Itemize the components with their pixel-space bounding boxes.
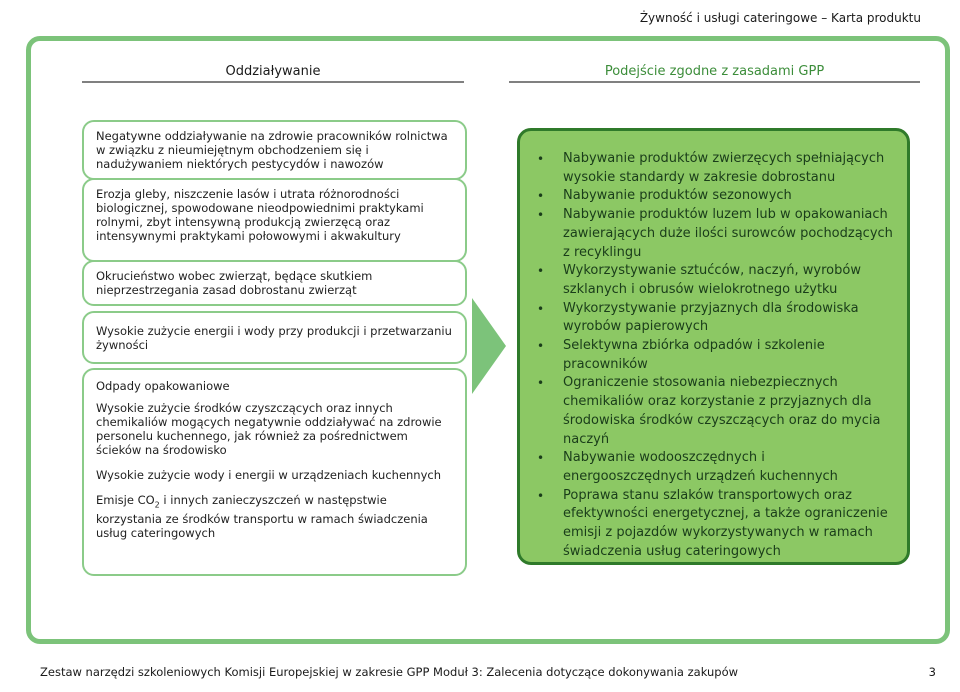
bullet-icon: • [537, 339, 545, 354]
bullet-icon: • [537, 189, 545, 204]
page-footer [40, 665, 936, 679]
list-item: • Selektywna zbiórka odpadów i szkolenie pracowników [537, 338, 825, 372]
impact-text: Wysokie zużycie wody i energii w urządzeniach kuchennych [96, 468, 442, 482]
footer-text: Zestaw narzędzi szkoleniowych Komisji Europejskiej w zakresie GPP Moduł 3: Zalecenia dotyczące dokonywania zakupów [40, 665, 739, 679]
gpp-heading: Podejście zgodne z zasadami GPP [509, 64, 920, 83]
bullet-icon: • [537, 376, 545, 391]
bullet-icon: • [537, 264, 545, 279]
impact-text-co2: Emisje $CO_2$ i innych zanieczyszczeń w następstwie korzystania ze środków transportu w ramach świadczenia usług cateringowych [96, 493, 428, 541]
gpp-list [534, 150, 893, 561]
bullet-icon: • [537, 488, 545, 503]
list-item: • Ograniczenie stosowania niebezpiecznych chemikaliów oraz korzystanie z przyjaznych dla środowiska środków czyszczących oraz do mycia naczyń [537, 375, 881, 447]
impacts-heading: Oddziaływanie [82, 64, 464, 83]
bullet-icon: • [537, 152, 545, 166]
list-item: • Nabywanie wodooszczędnych i energooszczędnych urządzeń kuchennych [537, 450, 838, 484]
impact-text: Wysokie zużycie energii i wody przy produkcji i przetwarzaniu żywności [96, 324, 452, 352]
page-number: 3 [928, 665, 936, 679]
list-item: • Nabywanie produktów luzem lub w opakowaniach zawierających duże ilości surowców pochodzących z recyklingu [537, 207, 893, 260]
gpp-approach-box [517, 128, 910, 565]
impact-box-animal-welfare [82, 260, 467, 306]
list-item: • Poprawa stanu szlaków transportowych oraz efektywności energetycznej, a także ograniczenie emisji z pojazdów wykorzystywanych w ramach świadczenia usług cateringowych [537, 487, 888, 559]
impact-text: Odpady opakowaniowe [96, 379, 230, 393]
bullet-icon: • [537, 301, 545, 316]
impact-text: Okrucieństwo wobec zwierząt, będące skutkiem nieprzestrzegania zasad dobrostanu zwierząt [96, 269, 373, 297]
impact-box-energy-water [82, 311, 467, 364]
page-header-title: Żywność i usługi cateringowe – Karta produktu [639, 11, 921, 25]
bullet-icon: • [537, 208, 545, 223]
impact-box-health [82, 120, 467, 180]
impact-box-other [82, 368, 467, 576]
list-item: • Wykorzystywanie sztućców, naczyń, wyrobów szklanych i obrusów wielokrotnego użytku [537, 263, 861, 297]
impact-text: Negatywne oddziaływanie na zdrowie pracowników rolnictwa w związku z nieumiejętnym obchodzeniem się i nadużywaniem niektórych pestycydów i nawozów [96, 129, 448, 171]
impact-text: Wysokie zużycie środków czyszczących oraz innych chemikaliów mogących negatywnie oddziaływać na zdrowie personelu kuchennego, jak również za pośrednictwem ścieków na środowisko [96, 401, 442, 457]
impact-box-erosion [82, 178, 467, 262]
impact-text: Erozja gleby, niszczenie lasów i utrata różnorodności biologicznej, spowodowane nieodpowiednimi praktykami rolnymi, zbyt intensywną produkcją zwierzęcą oraz intensywnymi praktykami połowowymi i akwakultury [96, 187, 424, 243]
arrow-right-icon [472, 298, 506, 394]
bullet-icon: • [537, 451, 545, 466]
list-item: • Nabywanie produktów sezonowych [534, 187, 893, 206]
list-item: • Wykorzystywanie przyjaznych dla środowiska wyrobów papierowych [537, 300, 859, 335]
list-item: • Nabywanie produktów zwierzęcych spełniających wysokie standardy w zakresie dobrostanu [537, 151, 885, 185]
